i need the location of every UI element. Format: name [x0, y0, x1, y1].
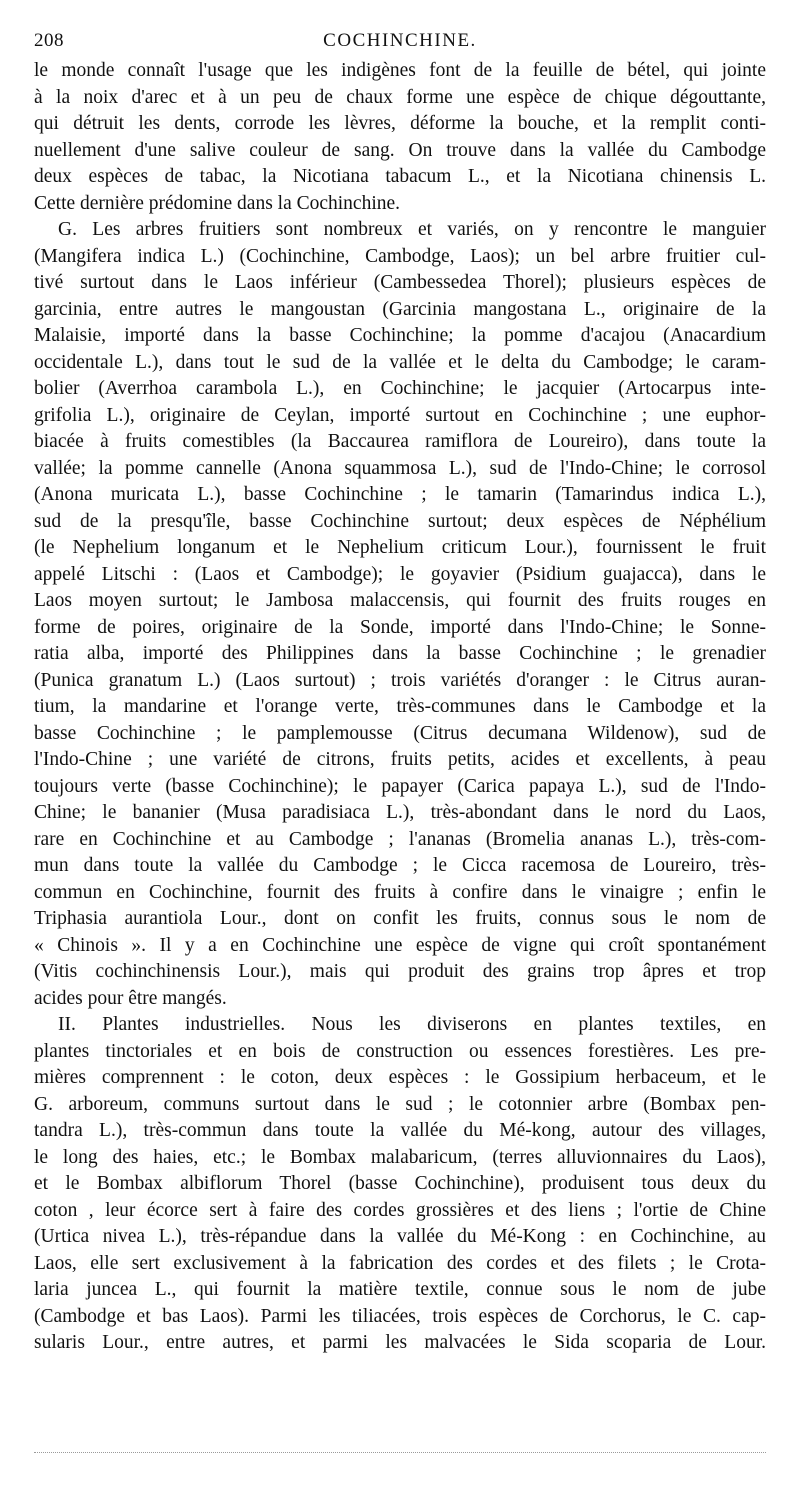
text-line: G. arboreum, communs surtout dans le sud ; le cotonnier arbre (Bombax pen-	[34, 1093, 766, 1115]
text-line: et le Bombax albiflorum Thorel (basse Cochinchine), produisent tous deux du	[34, 1173, 766, 1194]
text-line: (Punica granatum L.) (Laos surtout) ; trois variétés d'oranger : le Citrus auran-	[34, 669, 766, 691]
text-line: (Vitis cochinchinensis Lour.), mais qui produit des grains trop âpres et trop	[34, 961, 766, 982]
text-line: Chine; le bananier (Musa paradisiaca L.), très-abondant dans le nord du Laos,	[34, 802, 766, 823]
text-line: l'Indo-Chine ; une variété de citrons, fruits petits, acides et excellents, à peau	[34, 749, 766, 770]
text-line: (le Nephelium longanum et le Nephelium criticum Lour.), fournissent le fruit	[34, 537, 766, 558]
text-line: mières comprennent : le coton, deux espèces : le Gossipium herbaceum, et le	[34, 1067, 766, 1088]
text-line: G. Les arbres fruitiers sont nombreux et variés, on y rencontre le manguier	[58, 219, 766, 240]
text-line: (Cambodge et bas Laos). Parmi les tiliacées, trois espèces de Corchorus, le C. cap-	[34, 1305, 766, 1327]
text-line: bolier (Averrhoa carambola L.), en Cochinchine; le jacquier (Artocarpus inte-	[34, 378, 766, 399]
text-line: le monde connaît l'usage que les indigènes font de la feuille de bétel, qui jointe	[34, 60, 766, 81]
text-line: occidentale L.), dans tout le sud de la vallée et le delta du Cambodge; le caram-	[34, 351, 766, 373]
text-line: acides pour être mangés.	[34, 987, 227, 1009]
text-line: le long des haies, etc.; le Bombax malabaricum, (terres alluvionnaires du Laos),	[34, 1146, 766, 1168]
text-line: vallée; la pomme cannelle (Anona squammosa L.), sud de l'Indo-Chine; le corrosol	[34, 457, 766, 479]
text-line: deux espèces de tabac, la Nicotiana tabacum L., et la Nicotiana chinensis L.	[34, 166, 766, 187]
running-title: COCHINCHINE.	[323, 30, 477, 51]
text-line: tium, la mandarine et l'orange verte, très-communes dans le Cambodge et la	[34, 696, 766, 717]
page-header	[34, 30, 766, 56]
text-line: garcinia, entre autres le mangoustan (Garcinia mangostana L., originaire de la	[34, 298, 766, 320]
text-line: Cette dernière prédomine dans la Cochinchine.	[34, 192, 401, 214]
text-line: sularis Lour., entre autres, et parmi les malvacées le Sida scoparia de Lour.	[34, 1332, 766, 1353]
text-line: qui détruit les dents, corrode les lèvres, déforme la bouche, et la remplit conti-	[34, 113, 766, 134]
footer-divider	[34, 1452, 766, 1453]
text-line: à la noix d'arec et à un peu de chaux forme une espèce de chique dégouttante,	[34, 86, 766, 108]
text-line: commun en Cochinchine, fournit des fruits à confire dans le vinaigre ; enfin le	[34, 881, 766, 903]
text-line: laria juncea L., qui fournit la matière textile, connue sous le nom de jube	[34, 1279, 766, 1300]
text-line: (Mangifera indica L.) (Cochinchine, Cambodge, Laos); un bel arbre fruitier cul-	[34, 245, 766, 267]
text-line: nuellement d'une salive couleur de sang. On trouve dans la vallée du Cambodge	[34, 139, 766, 161]
text-line: grifolia L.), originaire de Ceylan, importé surtout en Cochinchine ; une euphor-	[34, 404, 766, 426]
text-line: sud de la presqu'île, basse Cochinchine surtout; deux espèces de Néphélium	[34, 510, 766, 532]
text-line: appelé Litschi : (Laos et Cambodge); le goyavier (Psidium guajacca), dans le	[34, 563, 766, 585]
text-line: tandra L.), très-commun dans toute la vallée du Mé-kong, autour des villages,	[34, 1120, 766, 1141]
text-line: Malaisie, importé dans la basse Cochinchine; la pomme d'acajou (Anacardium	[34, 325, 766, 346]
text-line: (Urtica nivea L.), très-répandue dans la vallée du Mé-Kong : en Cochinchine, au	[34, 1226, 766, 1247]
text-line: Laos moyen surtout; le Jambosa malaccensis, qui fournit des fruits rouges en	[34, 590, 766, 611]
text-line: Laos, elle sert exclusivement à la fabrication des cordes et des filets ; le Crota-	[34, 1252, 766, 1274]
text-line: mun dans toute la vallée du Cambodge ; le Cicca racemosa de Loureiro, très-	[34, 855, 766, 876]
text-line: tivé surtout dans le Laos inférieur (Cambessedea Thorel); plusieurs espèces de	[34, 272, 766, 293]
text-line: forme de poires, originaire de la Sonde, importé dans l'Indo-Chine; le Sonne-	[34, 616, 766, 638]
body-text	[34, 58, 766, 1357]
text-line: rare en Cochinchine et au Cambodge ; l'ananas (Bromelia ananas L.), très-com-	[34, 828, 766, 850]
text-line: basse Cochinchine ; le pamplemousse (Citrus decumana Wildenow), sud de	[34, 722, 766, 744]
text-line: coton , leur écorce sert à faire des cordes grossières et des liens ; l'ortie de Chine	[34, 1199, 766, 1221]
text-line: biacée à fruits comestibles (la Baccaurea ramiflora de Loureiro), dans toute la	[34, 431, 766, 452]
page-number: 208	[34, 30, 64, 51]
text-line: toujours verte (basse Cochinchine); le papayer (Carica papaya L.), sud de l'Indo-	[34, 775, 766, 797]
text-line: « Chinois ». Il y a en Cochinchine une espèce de vigne qui croît spontanément	[34, 934, 766, 956]
text-line: Triphasia aurantiola Lour., dont on confit les fruits, connus sous le nom de	[34, 908, 766, 929]
text-line: ratia alba, importé des Philippines dans la basse Cochinchine ; le grenadier	[34, 643, 766, 664]
text-line: II. Plantes industrielles. Nous les diviserons en plantes textiles, en	[58, 1014, 766, 1035]
text-line: (Anona muricata L.), basse Cochinchine ; le tamarin (Tamarindus indica L.),	[34, 484, 766, 505]
text-line: plantes tinctoriales et en bois de construction ou essences forestières. Les pre-	[34, 1040, 766, 1062]
